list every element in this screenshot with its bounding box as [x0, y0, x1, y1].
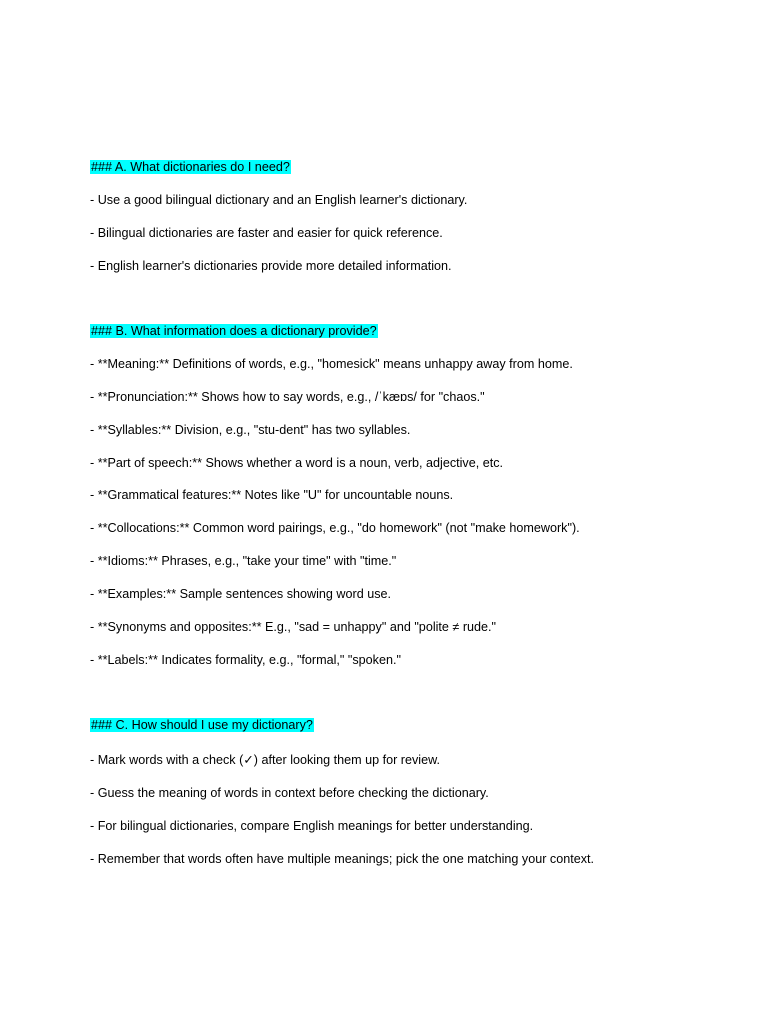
- section-b-heading-text: ### B. What information does a dictionary provide?: [91, 324, 377, 338]
- section-b-heading: [90, 323, 378, 339]
- section-c-item: - For bilingual dictionaries, compare English meanings for better understanding.: [90, 819, 534, 833]
- section-c-item: - Guess the meaning of words in context before checking the dictionary.: [90, 786, 489, 800]
- section-c-heading-text: ### C. How should I use my dictionary?: [91, 718, 313, 732]
- section-b-item: - **Syllables:** Division, e.g., "stu-dent" has two syllables.: [90, 423, 411, 437]
- section-c-item: - Remember that words often have multiple meanings; pick the one matching your context.: [90, 852, 595, 866]
- section-b-item: - **Idioms:** Phrases, e.g., "take your time" with "time.": [90, 554, 397, 568]
- section-a-heading-text: ### A. What dictionaries do I need?: [91, 160, 290, 174]
- section-b-item: - **Grammatical features:** Notes like "U" for uncountable nouns.: [90, 488, 454, 502]
- section-b-item: - **Synonyms and opposites:** E.g., "sad = unhappy" and "polite ≠ rude.": [90, 620, 497, 634]
- section-a-item: - English learner's dictionaries provide more detailed information.: [90, 259, 452, 273]
- section-c-heading: [90, 717, 314, 733]
- section-b-item: - **Meaning:** Definitions of words, e.g., "homesick" means unhappy away from home.: [90, 357, 573, 371]
- section-a-item: - Bilingual dictionaries are faster and easier for quick reference.: [90, 226, 443, 240]
- section-b-item: - **Labels:** Indicates formality, e.g., "formal," "spoken.": [90, 653, 401, 667]
- section-b-item: - **Part of speech:** Shows whether a word is a noun, verb, adjective, etc.: [90, 456, 504, 470]
- section-b-item: - **Pronunciation:** Shows how to say words, e.g., /ˈkæɒs/ for "chaos.": [90, 390, 485, 404]
- section-a-heading: [90, 159, 291, 175]
- section-c-item: - Mark words with a check (✓) after looking them up for review.: [90, 753, 441, 767]
- section-b-item: - **Examples:** Sample sentences showing word use.: [90, 587, 392, 601]
- section-b-item: - **Collocations:** Common word pairings, e.g., "do homework" (not "make homework").: [90, 521, 580, 535]
- section-a-item: - Use a good bilingual dictionary and an English learner's dictionary.: [90, 193, 468, 207]
